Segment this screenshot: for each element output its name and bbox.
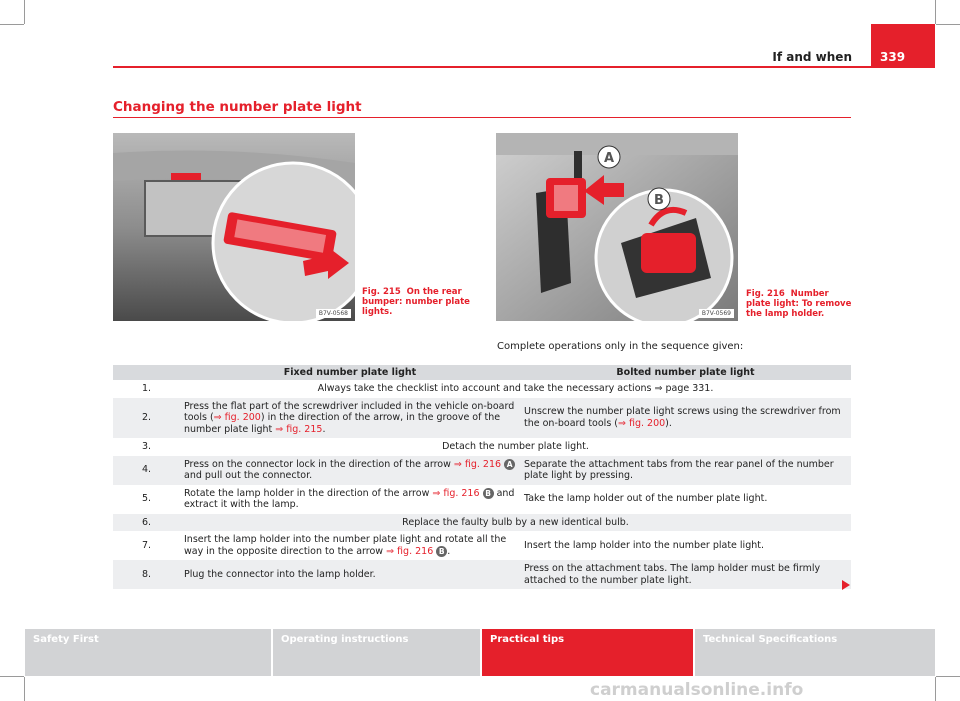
footer-tab-label: Technical Specifications bbox=[703, 634, 838, 645]
text: and extract it with the lamp. bbox=[184, 487, 515, 510]
text: Insert the lamp holder into the number plate light and rotate all the way in the opposite direction to the arrow bbox=[184, 534, 507, 557]
lamp-holder-illustration bbox=[496, 133, 738, 321]
figure-caption-text: On the rear bumper: number plate lights. bbox=[362, 287, 470, 317]
crop-mark bbox=[0, 676, 24, 677]
header-rule bbox=[113, 66, 935, 68]
step-number: 1. bbox=[113, 380, 180, 398]
watermark: carmanualsonline.info bbox=[590, 680, 804, 700]
footer-tab-practical-tips[interactable] bbox=[482, 629, 693, 676]
table-row bbox=[113, 456, 851, 485]
table-row bbox=[113, 514, 851, 532]
step-text-bolted: Insert the lamp holder into the number plate light. bbox=[520, 531, 851, 560]
table-row bbox=[113, 531, 851, 560]
step-text: Always take the checklist into account and take the necessary actions ⇒ page 331. bbox=[180, 380, 851, 398]
figure-link[interactable]: ⇒ fig. 200 bbox=[618, 417, 666, 429]
callout-badge: B bbox=[436, 546, 447, 557]
crop-mark bbox=[0, 24, 24, 25]
footer-tab-label: Operating instructions bbox=[281, 634, 409, 645]
text: ) in the direction of the arrow, in the groove of the number plate light bbox=[184, 412, 501, 435]
footer-tab-label: Practical tips bbox=[490, 634, 565, 645]
figure-216-caption bbox=[746, 289, 856, 319]
step-text-fixed bbox=[180, 485, 520, 514]
callout-badge: A bbox=[504, 459, 515, 470]
step-number: 7. bbox=[113, 531, 180, 560]
footer-tab-label: Safety First bbox=[33, 634, 99, 645]
table-row bbox=[113, 485, 851, 514]
footer-tab-technical-specifications[interactable] bbox=[695, 629, 935, 676]
chapter-title: If and when bbox=[772, 50, 852, 64]
callout-badge: B bbox=[483, 488, 494, 499]
figure-code: B7V-0569 bbox=[699, 309, 734, 318]
text: Unscrew the number plate light screws using the screwdriver from the on-board tools ( bbox=[524, 406, 841, 429]
figure-number: Fig. 215 bbox=[362, 287, 401, 297]
text: . bbox=[322, 423, 326, 435]
figure-link[interactable]: ⇒ fig. 215 bbox=[275, 423, 323, 435]
crop-mark bbox=[24, 0, 25, 24]
text: Press on the connector lock in the direction of the arrow bbox=[184, 458, 454, 470]
table-row bbox=[113, 438, 851, 456]
step-text-fixed bbox=[180, 456, 520, 485]
footer-tab-operating-instructions[interactable] bbox=[273, 629, 480, 676]
column-header-fixed: Fixed number plate light bbox=[180, 365, 520, 380]
figure-code: B7V-0568 bbox=[316, 309, 351, 318]
figure-link[interactable]: ⇒ fig. 216 bbox=[432, 487, 480, 499]
step-number: 8. bbox=[113, 560, 180, 589]
step-text: Replace the faulty bulb by a new identical bulb. bbox=[180, 514, 851, 532]
step-text-fixed bbox=[180, 531, 520, 560]
figure-215 bbox=[113, 133, 355, 321]
step-text-bolted: Press on the attachment tabs. The lamp holder must be firmly attached to the number plate light. bbox=[520, 560, 851, 589]
text: Press the flat part of the screwdriver included in the vehicle on-board tools ( bbox=[184, 400, 515, 423]
page-number: 339 bbox=[880, 50, 906, 64]
figure-216 bbox=[496, 133, 738, 321]
text: Rotate the lamp holder in the direction of the arrow bbox=[184, 487, 433, 499]
step-text-bolted bbox=[520, 398, 851, 439]
figure-215-caption bbox=[362, 287, 472, 317]
step-number: 6. bbox=[113, 514, 180, 532]
step-text: Detach the number plate light. bbox=[180, 438, 851, 456]
footer-tab-safety-first[interactable] bbox=[25, 629, 271, 676]
crop-mark bbox=[24, 677, 25, 701]
step-text-bolted: Separate the attachment tabs from the rear panel of the number plate light by pressing. bbox=[520, 456, 851, 485]
text: and pull out the connector. bbox=[184, 470, 313, 481]
step-text-fixed bbox=[180, 398, 520, 439]
step-number: 3. bbox=[113, 438, 180, 456]
crop-mark bbox=[935, 677, 936, 701]
step-number: 5. bbox=[113, 485, 180, 514]
figure-link[interactable]: ⇒ fig. 200 bbox=[213, 412, 261, 423]
bumper-illustration bbox=[113, 133, 355, 321]
step-number: 4. bbox=[113, 456, 180, 485]
figure-link[interactable]: ⇒ fig. 216 bbox=[453, 458, 502, 470]
callout-a: A bbox=[603, 151, 615, 166]
table-header-empty bbox=[113, 365, 180, 380]
callout-b: B bbox=[654, 193, 664, 208]
figure-caption-text: Number plate light: To remove the lamp holder. bbox=[746, 289, 852, 319]
text: . bbox=[447, 545, 451, 557]
step-text-bolted: Take the lamp holder out of the number plate light. bbox=[520, 485, 851, 514]
step-number: 2. bbox=[113, 398, 180, 439]
column-header-bolted: Bolted number plate light bbox=[520, 365, 851, 380]
table-row bbox=[113, 560, 851, 589]
section-title: Changing the number plate light bbox=[113, 99, 362, 115]
continue-arrow-icon bbox=[841, 580, 851, 590]
intro-text: Complete operations only in the sequence given: bbox=[497, 341, 744, 352]
table-row bbox=[113, 398, 851, 439]
table-header-row bbox=[113, 365, 851, 380]
table-row bbox=[113, 380, 851, 398]
crop-mark bbox=[936, 676, 960, 677]
text: ). bbox=[665, 417, 672, 429]
procedure-table bbox=[113, 365, 851, 589]
figure-number: Fig. 216 bbox=[746, 289, 785, 299]
crop-mark bbox=[935, 0, 936, 24]
step-text-fixed: Plug the connector into the lamp holder. bbox=[180, 560, 520, 589]
figure-link[interactable]: ⇒ fig. 216 bbox=[386, 545, 434, 557]
crop-mark bbox=[936, 24, 960, 25]
section-rule bbox=[113, 117, 851, 118]
